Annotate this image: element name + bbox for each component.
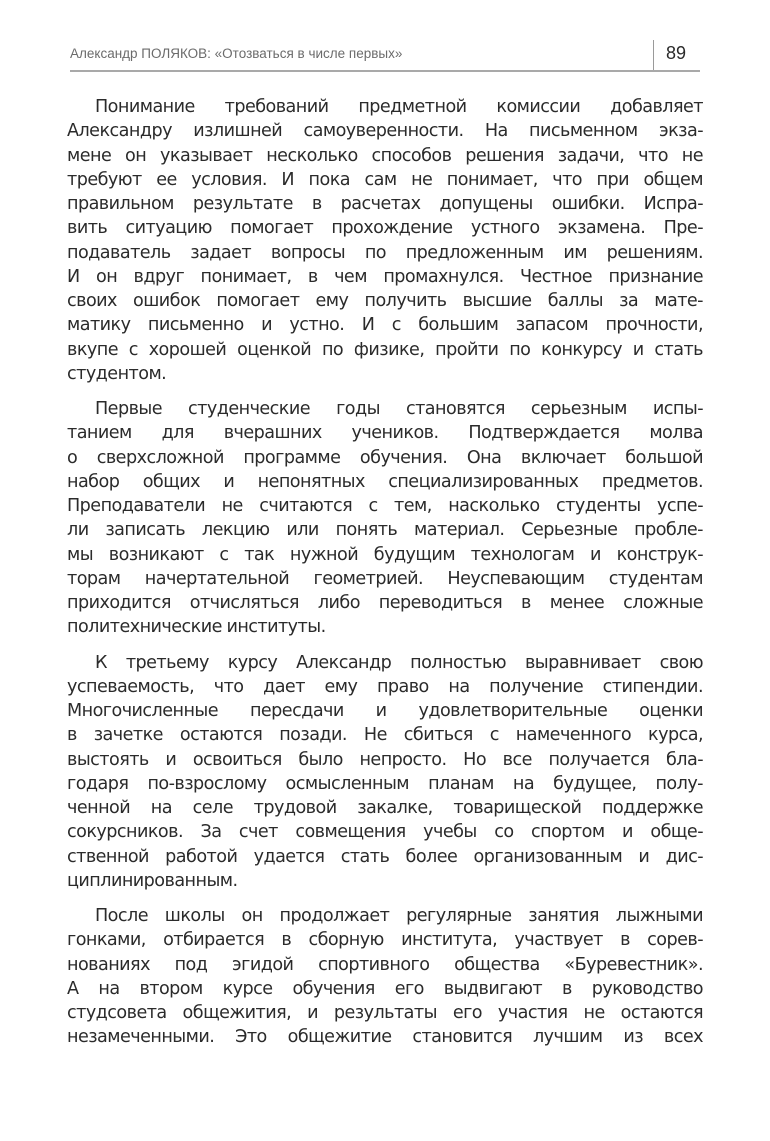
text-line: мы возникают с так нужной будущим технологам и конструк- — [67, 544, 703, 565]
header-divider — [653, 40, 654, 70]
text-line: требуют ее условия. И пока сам не понимает, что при общем — [67, 169, 703, 190]
text-line: гонками, отбирается в сборную института, участвует в сорев- — [67, 930, 703, 951]
text-line: правильном результате в расчетах допущены ошибки. Испра- — [67, 194, 703, 214]
text-line: танием для вчерашних учеников. Подтверждается молва — [67, 423, 703, 444]
text-line: ченной на селе трудовой закалке, товарищеской поддержке — [67, 798, 703, 818]
paragraph — [67, 651, 703, 894]
body-text — [67, 95, 703, 1061]
paragraph — [67, 904, 703, 1050]
text-line: ственной работой удается стать более организованным и дис- — [67, 846, 703, 867]
text-line: подаватель задает вопросы по предложенным им решениям. — [67, 242, 703, 263]
text-line: в зачетке остаются позади. Не сбиться с намеченного курса, — [67, 725, 703, 746]
text-line: Александру излишней самоуверенности. На письменном экза- — [67, 121, 703, 142]
paragraph — [67, 95, 703, 386]
text-line: успеваемость, что дает ему право на получение стипендии. — [67, 676, 703, 697]
text-line: студентом. — [67, 363, 167, 384]
text-line: нованиях под эгидой спортивного общества «Буревестник». — [67, 954, 703, 975]
text-line: вить ситуацию помогает прохождение устного экзамена. Пре- — [67, 218, 703, 239]
text-line: матику письменно и устно. И с большим запасом прочности, — [67, 315, 703, 336]
text-line: годаря по-взрослому осмысленным планам на будущее, полу- — [67, 773, 703, 794]
text-line: своих ошибок помогает ему получить высшие баллы за мате- — [67, 291, 703, 311]
text-line: А на втором курсе обучения его выдвигают в руководство — [67, 978, 703, 999]
text-line: торам начертательной геометрией. Неуспевающим студентам — [67, 568, 703, 589]
text-line: выстоять и освоиться было непросто. Но все получается бла- — [67, 749, 703, 770]
text-line: К третьему курсу Александр полностью выравнивает свою — [95, 652, 703, 673]
text-line: циплинированным. — [67, 870, 238, 891]
text-line: сокурсников. За счет совмещения учебы со спортом и обще- — [67, 822, 703, 843]
text-line: Первые студенческие годы становятся серьезным испы- — [95, 399, 703, 419]
text-line: политехнические институты. — [67, 617, 326, 638]
text-line: приходится отчисляться либо переводиться в менее сложные — [67, 593, 703, 613]
text-line: студсовета общежития, и результаты его участия не остаются — [67, 1003, 703, 1023]
running-title: Александр ПОЛЯКОВ: «Отозваться в числе первых» — [70, 46, 403, 61]
text-line: мене он указывает несколько способов решения задачи, что не — [67, 145, 703, 166]
text-line: набор общих и непонятных специализированных предметов. — [67, 471, 703, 492]
text-line: И он вдруг понимает, в чем промахнулся. Честное признание — [67, 266, 703, 287]
text-line: Преподаватели не считаются с тем, насколько студенты успе- — [67, 496, 703, 516]
text-line: вкупе с хорошей оценкой по физике, пройти по конкурсу и стать — [67, 339, 703, 360]
text-line: После школы он продолжает регулярные занятия лыжными — [95, 906, 703, 926]
text-line: Понимание требований предметной комиссии добавляет — [95, 97, 703, 117]
page-number: 89 — [666, 43, 687, 63]
running-header — [70, 36, 700, 72]
paragraph — [67, 397, 703, 640]
text-line: о сверхсложной программе обучения. Она включает большой — [67, 447, 703, 468]
text-line: незамеченными. Это общежитие становится лучшим из всех — [67, 1027, 703, 1048]
text-line: Многочисленные пересдачи и удовлетворительные оценки — [67, 701, 703, 721]
text-line: ли записать лекцию или понять материал. Серьезные пробле- — [67, 520, 703, 541]
